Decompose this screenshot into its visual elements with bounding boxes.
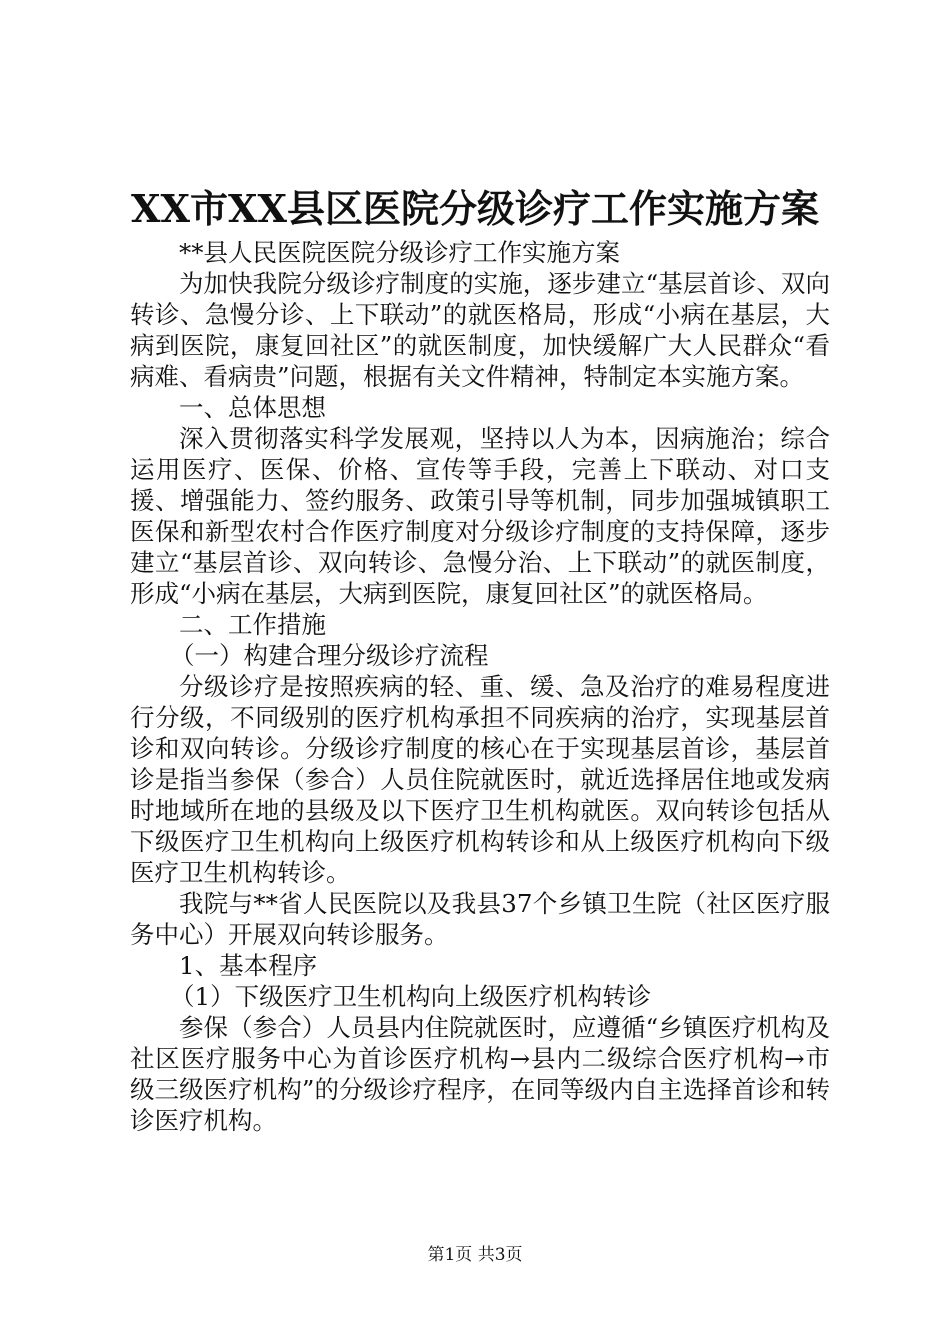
intro-paragraph: 为加快我院分级诊疗制度的实施，逐步建立“基层首诊、双向转诊、急慢分诊、上下联动”的就医格局，形成“小病在基层，大病到医院，康复回社区”的就医制度，加快缓解广大人民群众“看病难、看病贵”问题，根据有关文件精神，特制定本实施方案。 <box>130 269 830 391</box>
procedure-paragraph: 参保（参合）人员县内住院就医时，应遵循“乡镇医疗机构及社区医疗服务中心为首诊医疗机构→县内二级综合医疗机构→市级三级医疗机构”的分级诊疗程序，在同等级内自主选择首诊和转诊医疗机构。 <box>130 1013 830 1135</box>
subtitle-paragraph: **县人民医院医院分级诊疗工作实施方案 <box>179 238 620 267</box>
subsection-heading-1: （一）构建合理分级诊疗流程 <box>170 641 489 670</box>
section-heading-2: 二、工作措施 <box>179 610 326 639</box>
page-footer: 第1页 共3页 <box>427 1245 523 1265</box>
referral-paragraph: 我院与**省人民医院以及我县37个乡镇卫生院（社区医疗服务中心）开展双向转诊服务。 <box>130 889 830 949</box>
section-1-paragraph: 深入贯彻落实科学发展观，坚持以人为本，因病施治；综合运用医疗、医保、价格、宣传等手段，完善上下联动、对口支援、增强能力、签约服务、政策引导等机制，同步加强城镇职工医保和新型农村合作医疗制度对分级诊疗制度的支持保障，逐步建立“基层首诊、双向转诊、急慢分治、上下联动”的就医制度，形成“小病在基层，大病到医院，康复回社区”的就医格局。 <box>130 424 830 608</box>
document-title: XX市XX县区医院分级诊疗工作实施方案 <box>131 186 819 231</box>
subsection-1-paragraph: 分级诊疗是按照疾病的轻、重、缓、急及治疗的难易程度进行分级，不同级别的医疗机构承担不同疾病的治疗，实现基层首诊和双向转诊。分级诊疗制度的核心在于实现基层首诊，基层首诊是指当参保（参合）人员住院就医时，就近选择居住地或发病时地域所在地的县级及以下医疗卫生机构就医。双向转诊包括从下级医疗卫生机构向上级医疗机构转诊和从上级医疗机构向下级医疗卫生机构转诊。 <box>130 672 830 887</box>
procedure-heading: 1、基本程序 <box>179 951 318 980</box>
section-heading-1: 一、总体思想 <box>179 393 326 422</box>
procedure-subheading-1: （1）下级医疗卫生机构向上级医疗机构转诊 <box>170 982 652 1011</box>
document-body <box>130 237 830 1136</box>
